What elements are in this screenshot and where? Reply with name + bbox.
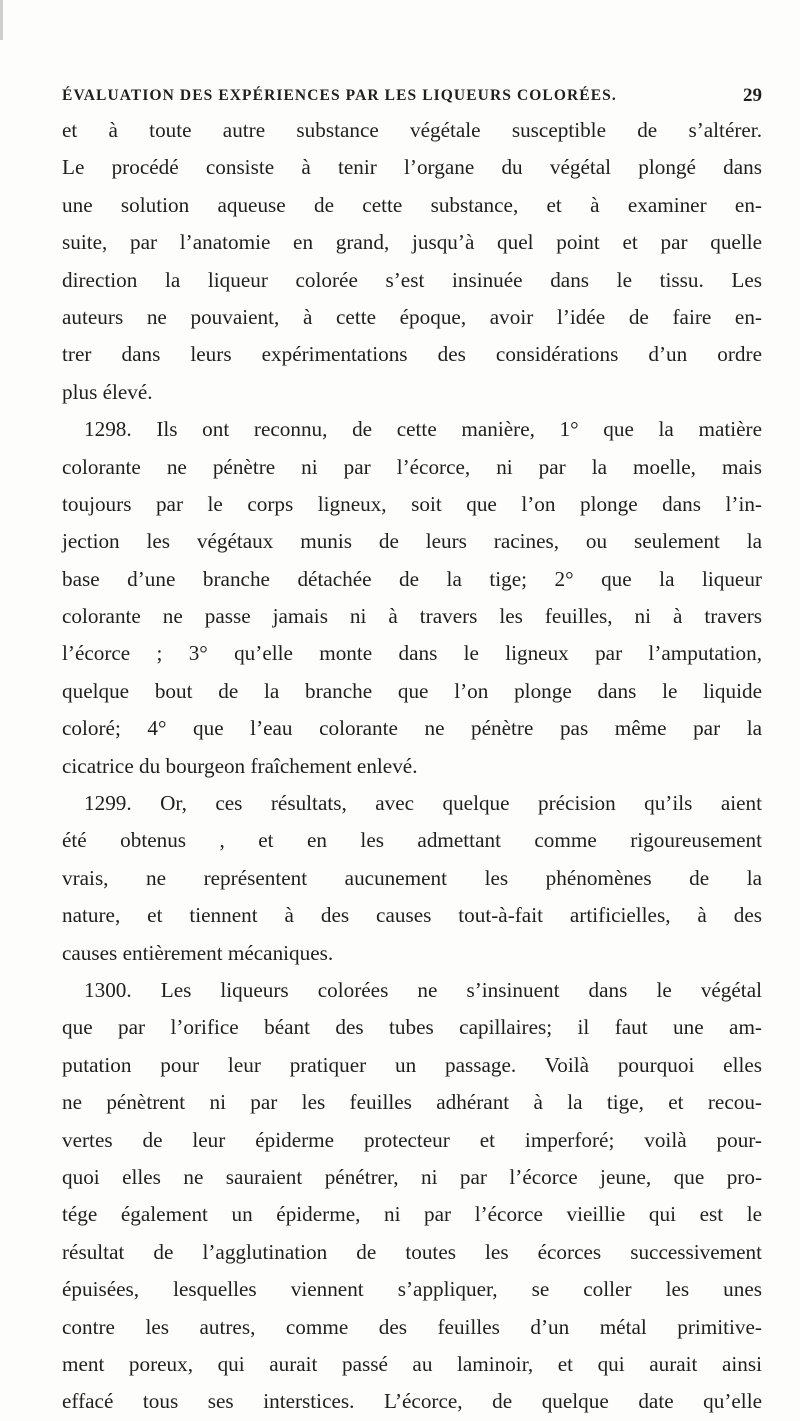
page-edge-mark [0,0,3,40]
page-number: 29 [743,85,762,106]
text-line: base d’une branche détachée de la tige; 2° que la liqueur [62,566,762,591]
text-line: tége également un épiderme, ni par l’écorce vieillie qui est le [62,1202,762,1227]
text-line: ne pénètrent ni par les feuilles adhérant à la tige, et recou- [62,1090,762,1115]
text-line: 1299. Or, ces résultats, avec quelque précision qu’ils aient [84,791,762,816]
page-header [62,87,762,113]
text-line: ment poreux, qui aurait passé au laminoir, et qui aurait ainsi [62,1351,762,1376]
text-line: contre les autres, comme des feuilles d’un métal primitive- [62,1314,762,1339]
text-line: cicatrice du bourgeon fraîchement enlevé. [62,753,418,778]
text-line: nature, et tiennent à des causes tout-à-fait artificielles, à des [62,903,762,928]
text-line: Le procédé consiste à tenir l’organe du végétal plongé dans [62,155,762,180]
text-line: 1298. Ils ont reconnu, de cette manière, 1° que la matière [84,417,762,442]
text-line: été obtenus , et en les admettant comme rigoureusement [62,828,762,853]
text-line: effacé tous ses interstices. L’écorce, de quelque date qu’elle [62,1389,762,1414]
text-line: résultat de l’agglutination de toutes les écorces successivement [62,1239,762,1264]
text-line: vertes de leur épiderme protecteur et imperforé; voilà pour- [62,1127,762,1152]
text-line: 1300. Les liqueurs colorées ne s’insinuent dans le végétal [84,977,762,1002]
text-line: suite, par l’anatomie en grand, jusqu’à quel point et par quelle [62,230,762,255]
running-head: ÉVALUATION DES EXPÉRIENCES PAR LES LIQUEURS COLORÉES. [62,87,617,104]
text-line: que par l’orifice béant des tubes capillaires; il faut une am- [62,1015,762,1040]
text-line: quoi elles ne sauraient pénétrer, ni par l’écorce jeune, que pro- [62,1164,762,1189]
text-line: vrais, ne représentent aucunement les phénomènes de la [62,865,762,890]
text-line: plus élevé. [62,379,153,404]
text-line: putation pour leur pratiquer un passage. Voilà pourquoi elles [62,1052,762,1077]
text-line: coloré; 4° que l’eau colorante ne pénètre pas même par la [62,716,762,741]
text-line: trer dans leurs expérimentations des considérations d’un ordre [62,342,762,367]
text-line: toujours par le corps ligneux, soit que l’on plonge dans l’in- [62,491,762,516]
text-line: une solution aqueuse de cette substance, et à examiner en- [62,192,762,217]
text-line: épuisées, lesquelles viennent s’appliquer, se coller les unes [62,1277,762,1302]
body-text [62,112,762,1421]
text-line: causes entièrement mécaniques. [62,940,334,965]
text-line: colorante ne passe jamais ni à travers les feuilles, ni à travers [62,604,762,629]
text-line: colorante ne pénètre ni par l’écorce, ni par la moelle, mais [62,454,762,479]
text-line: direction la liqueur colorée s’est insinuée dans le tissu. Les [62,267,762,292]
text-line: auteurs ne pouvaient, à cette époque, avoir l’idée de faire en- [62,304,762,329]
text-line: l’écorce ; 3° qu’elle monte dans le ligneux par l’amputation, [62,641,762,666]
text-line: quelque bout de la branche que l’on plonge dans le liquide [62,678,762,703]
text-line: jection les végétaux munis de leurs racines, ou seulement la [62,529,762,554]
text-line: et à toute autre substance végétale susceptible de s’altérer. [62,118,762,142]
